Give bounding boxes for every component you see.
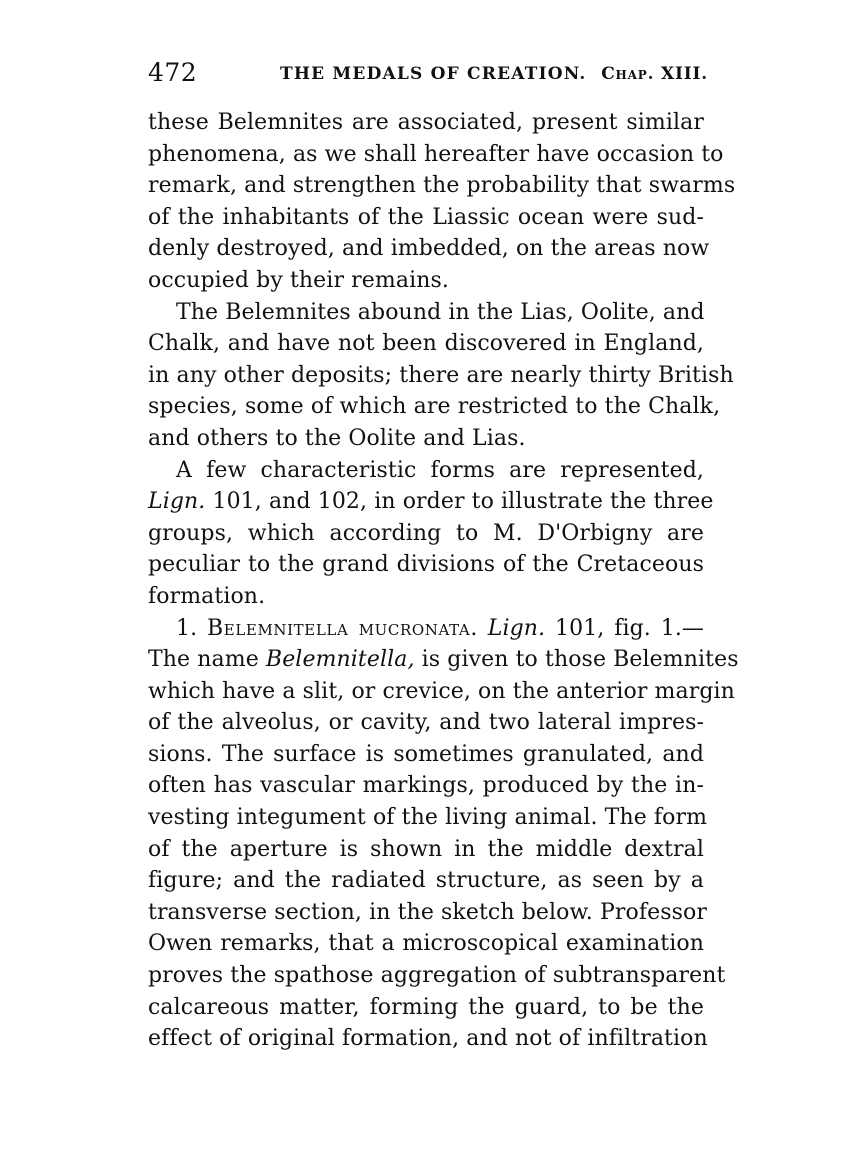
text-line: occupied by their remains. <box>148 267 449 293</box>
text-line: and others to the Oolite and Lias. <box>148 425 526 451</box>
text-segment: 101, fig. 1.— <box>545 615 705 641</box>
text-line: species, some of which are restricted to the Chalk, <box>148 394 721 420</box>
italic-genus: Belemnitella, <box>265 647 415 673</box>
text-line: vesting integument of the living animal. The form <box>148 805 708 831</box>
text-line: which have a slit, or crevice, on the anterior margin <box>148 678 735 704</box>
species-name: Belemnitella mucronata. <box>207 615 478 641</box>
running-title: THE MEDALS OF CREATION. <box>280 64 587 84</box>
text-line: calcareous matter, forming the guard, to be the <box>148 994 704 1020</box>
text-line: sions. The surface is sometimes granulated, and <box>148 741 704 767</box>
text-line: A few characteristic forms are represented, <box>176 457 704 483</box>
text-line <box>148 486 714 518</box>
text-line: groups, which according to M. D'Orbigny are <box>148 520 704 546</box>
text-line <box>148 613 704 645</box>
text-line: of the alveolus, or cavity, and two lateral impres- <box>148 710 704 736</box>
text-segment: is given to those Belemnites <box>414 647 739 673</box>
italic-reference: Lign. <box>148 489 206 515</box>
text-line <box>148 644 739 676</box>
item-number: 1. <box>176 615 208 641</box>
text-line: peculiar to the grand divisions of the Cretaceous <box>148 552 704 578</box>
chapter-reference: Chap. XIII. <box>601 64 708 84</box>
text-line: these Belemnites are associated, present similar <box>148 110 704 135</box>
text-line: often has vascular markings, produced by the in- <box>148 773 704 799</box>
text-segment: The name <box>148 647 266 673</box>
text-line: proves the spathose aggregation of subtransparent <box>148 963 726 989</box>
italic-reference: Lign. <box>477 615 546 641</box>
text-line: formation. <box>148 583 266 609</box>
text-line: remark, and strengthen the probability that swarms <box>148 173 736 199</box>
text-line: transverse section, in the sketch below. Professor <box>148 899 707 925</box>
text-line: figure; and the radiated structure, as seen by a <box>148 868 704 894</box>
text-line: effect of original formation, and not of infiltration <box>148 1026 708 1052</box>
body-text <box>148 107 739 1055</box>
text-line: phenomena, as we shall hereafter have occasion to <box>148 141 724 167</box>
text-line: of the inhabitants of the Liassic ocean were sud- <box>148 204 704 230</box>
text-line: The Belemnites abound in the Lias, Oolite, and <box>176 299 705 325</box>
text-line: of the aperture is shown in the middle dextral <box>148 836 704 862</box>
text-segment: 101, and 102, in order to illustrate the three <box>205 489 714 515</box>
text-line: denly destroyed, and imbedded, on the areas now <box>148 236 710 262</box>
text-line: Chalk, and have not been discovered in England, <box>148 331 704 357</box>
text-line: in any other deposits; there are nearly thirty British <box>148 362 734 388</box>
page-number: 472 <box>148 58 198 87</box>
page-header <box>148 58 708 92</box>
text-line: Owen remarks, that a microscopical examination <box>148 931 704 957</box>
